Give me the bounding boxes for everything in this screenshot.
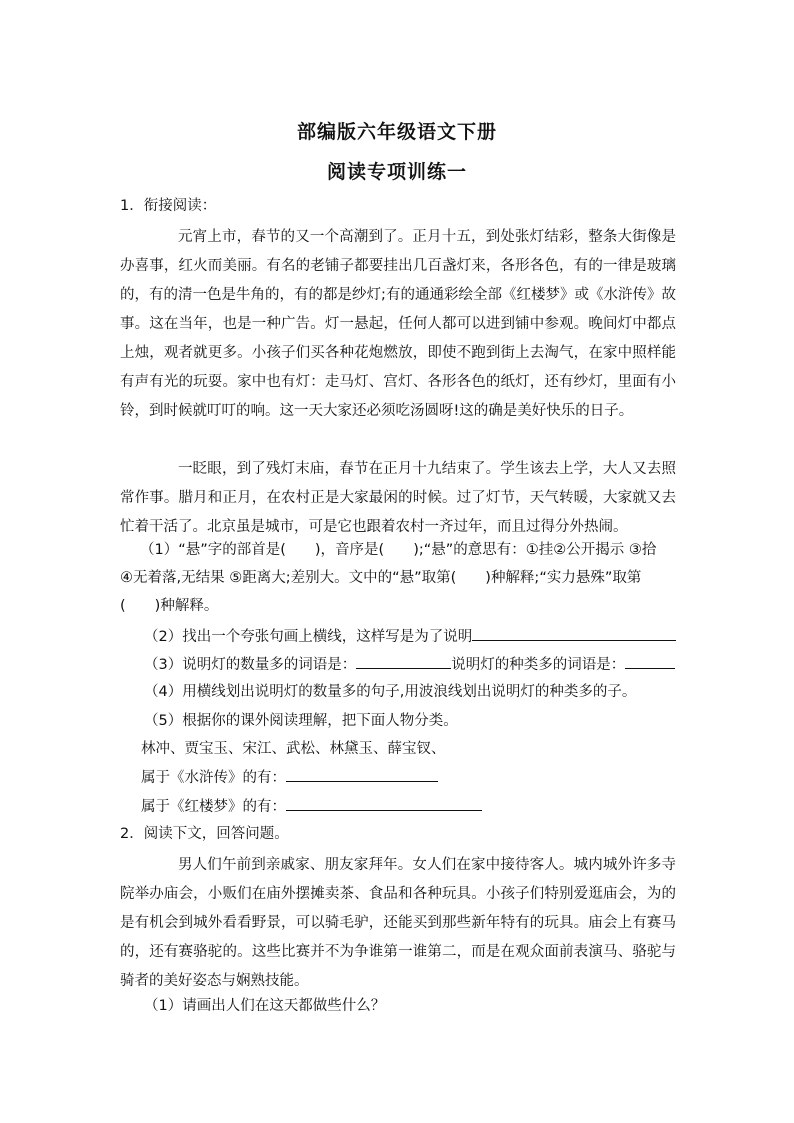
sub-question-3-text-a: （3）说明灯的数量多的词语是： (144, 657, 357, 673)
shuihu-category (141, 767, 701, 788)
question-1-heading: 1．衔接阅读： (120, 198, 217, 214)
sub-question-1-line-3: ( )种解释。 (120, 598, 219, 614)
sub-question-3-text-b: 说明灯的种类多的词语是： (451, 657, 626, 673)
passage-2-paragraph: 男人们午前到亲戚家、朋友家拜年。女人们在家中接待客人。城内城外许多寺院举办庙会，小贩们在庙外摆摊卖茶、食品和各种玩具。小孩子们特别爱逛庙会，为的是有机会到城外看看野景，可以骑毛驴，还能买到那些新年特有的玩具。庙会上有赛马的，还有赛骆驼的。这些比赛并不为争谁第一谁第二，而是在观众面前表演马、骆驼与骑者的美好姿态与娴熟技能。 (120, 857, 676, 989)
answer-blank[interactable] (625, 654, 675, 669)
shuihu-label: 属于《水浒传》的有： (141, 770, 286, 786)
answer-blank[interactable] (286, 767, 438, 782)
sub-question-1-line-1: （1）“悬”字的部首是( )，音序是( );“悬”的意思有：①挂②公开揭示 ③拾 (140, 542, 657, 558)
sub-question-5: （5）根据你的课外阅读理解，把下面人物分类。 (144, 713, 458, 729)
honglou-label: 属于《红楼梦》的有： (141, 799, 286, 815)
sub-question-2 (144, 626, 680, 647)
honglou-category (141, 796, 701, 817)
sub-question-4: （4）用横线划出说明灯的数量多的句子,用波浪线划出说明灯的种类多的子。 (144, 684, 637, 700)
passage-1-paragraph-2: 一眨眼，到了残灯末庙，春节在正月十九结束了。学生该去上学，大人又去照常作事。腊月和正月，在农村正是大家最闲的时候。过了灯节，天气转暖，大家就又去忙着干活了。北京虽是城市，可是它也跟着农村一齐过年，而且过得分外热闹。 (120, 461, 676, 535)
q2-sub-question-1: （1）请画出人们在这天都做些什么？ (144, 998, 386, 1014)
answer-blank[interactable] (472, 626, 676, 641)
sub-question-3 (144, 654, 680, 675)
character-names: 林冲、贾宝玉、宋江、武松、林黛玉、薛宝钗、 (141, 741, 446, 757)
sub-question-1-line-2: ④无着落,无结果 ⑤距离大;差别大。文中的“悬”取第( )种解释;“实力悬殊”取第 (120, 570, 642, 586)
answer-blank[interactable] (286, 796, 482, 811)
page-subtitle: 阅读专项训练一 (326, 161, 467, 183)
passage-1-paragraph-1: 元宵上市，春节的又一个高潮到了。正月十五，到处张灯结彩，整条大街像是办喜事，红火而美丽。有名的老铺子都要挂出几百盏灯来，各形各色，有的一律是玻璃的，有的清一色是牛角的，有的都是纱灯;有的通通彩绘全部《红楼梦》或《水浒传》故事。这在当年，也是一种广告。灯一悬起，任何人都可以进到铺中参观。晚间灯中都点上烛，观者就更多。小孩子们买各种花炮燃放，即使不跑到街上去淘气，在家中照样能有声有光的玩耍。家中也有灯：走马灯、宫灯、各形各色的纸灯，还有纱灯，里面有小铃，到时候就叮叮的响。这一天大家还必须吃汤圆呀!这的确是美好快乐的日子。 (120, 229, 676, 419)
page-title: 部编版六年级语文下册 (296, 121, 497, 143)
answer-blank[interactable] (356, 654, 451, 669)
sub-question-2-text: （2）找出一个夸张句画上横线，这样写是为了说明 (144, 629, 473, 645)
question-2-heading: 2．阅读下文，回答问题。 (120, 826, 289, 842)
